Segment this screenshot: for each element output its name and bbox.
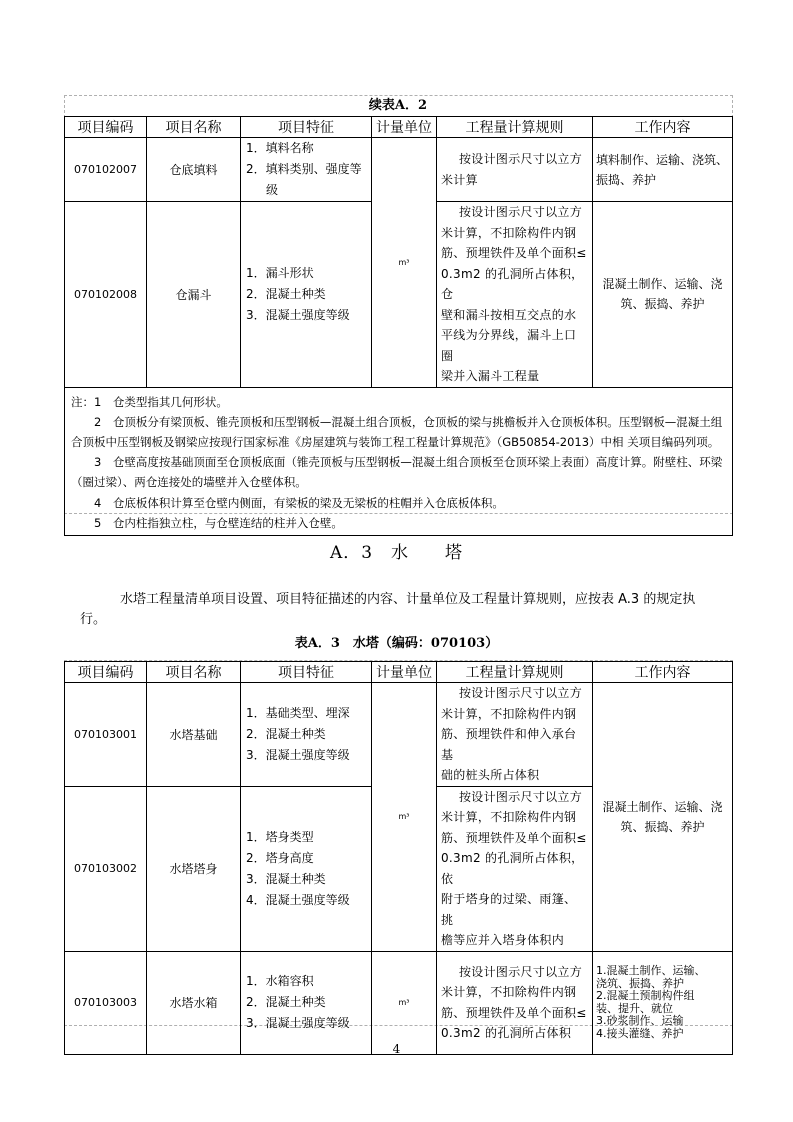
header-code: 项目编码 bbox=[65, 662, 147, 683]
note-line: 5 仓内柱指独立柱，与仓壁连结的柱并入仓壁。 bbox=[94, 515, 343, 530]
rule-line: 米计算，不扣除构件内钢 bbox=[441, 810, 577, 824]
item-code: 070103003 bbox=[65, 951, 147, 1054]
rule-line: 筋、预埋铁件及单个面积≤ bbox=[441, 830, 587, 845]
item-features bbox=[241, 786, 372, 951]
item-features bbox=[241, 683, 372, 787]
feature-line: 2．混凝土种类 bbox=[246, 286, 326, 301]
table1-caption: 续表A．2 bbox=[368, 98, 428, 113]
item-unit: m³ bbox=[372, 951, 437, 1054]
item-name: 水塔水箱 bbox=[147, 951, 241, 1054]
rule-line: 按设计图示尺寸以立方 bbox=[459, 205, 583, 219]
item-unit: m³ bbox=[372, 683, 437, 952]
item-code: 070102007 bbox=[65, 138, 147, 202]
header-name: 项目名称 bbox=[147, 117, 241, 138]
feature-line: 1．塔身类型 bbox=[246, 829, 314, 844]
feature-line: 1．漏斗形状 bbox=[246, 265, 314, 280]
item-code: 070103002 bbox=[65, 786, 147, 951]
work-line: 4.接头灌缝、养护 bbox=[596, 1026, 684, 1040]
table-a2-continued bbox=[64, 116, 733, 536]
section-heading: A．3 水 塔 bbox=[329, 543, 464, 563]
note-line: 注：1 仓类型指其几何形状。 bbox=[71, 394, 228, 409]
rule-line: 按设计图示尺寸以立方 bbox=[459, 964, 583, 979]
feature-line: 2．填料类别、强度等 bbox=[246, 162, 362, 176]
item-unit: m³ bbox=[372, 138, 437, 388]
rule-line: 米计算 bbox=[441, 172, 478, 187]
work-line: 3.砂浆制作、运输 bbox=[596, 1014, 684, 1027]
work-line: 浇筑、振捣、养护 bbox=[596, 976, 684, 990]
page-number: 4 bbox=[392, 1042, 401, 1056]
feature-line: 1．基础类型、埋深 bbox=[246, 705, 350, 720]
header-unit: 计量单位 bbox=[372, 117, 437, 138]
work-line: 振捣、养护 bbox=[596, 172, 657, 187]
note-line: 3 仓壁高度按基础顶面至仓顶板底面（锥壳顶板与压型钢板—混凝土组合顶板至仓顶环梁上表面）高度计算。附壁柱、环梁（圈过梁）、两仓连接处的墙壁并入仓壁体积。 bbox=[71, 455, 723, 490]
item-features bbox=[241, 951, 372, 1054]
rule-line: 平线为分界线，漏斗上口圈 bbox=[441, 328, 577, 363]
rule-line: 梁并入漏斗工程量 bbox=[441, 369, 540, 383]
rule-line: 按设计图示尺寸以立方 bbox=[459, 152, 583, 166]
item-name: 仓底填料 bbox=[147, 138, 241, 202]
item-name: 水塔塔身 bbox=[147, 786, 241, 951]
header-unit: 计量单位 bbox=[372, 662, 437, 683]
item-work bbox=[593, 138, 733, 202]
feature-line: 3．混凝土强度等级 bbox=[246, 1016, 350, 1030]
item-rule bbox=[437, 951, 593, 1054]
work-line: 混凝土制作、运输、浇 bbox=[602, 799, 723, 814]
item-rule bbox=[437, 138, 593, 202]
feature-line: 1．水箱容积 bbox=[246, 974, 314, 988]
rule-line: 米计算，不扣除构件内钢 bbox=[441, 706, 577, 721]
table-notes bbox=[65, 387, 733, 535]
rule-line: 0.3m2 的孔洞所占体积，依 bbox=[441, 851, 584, 886]
header-work: 工作内容 bbox=[593, 117, 733, 138]
rule-line: 0.3m2 的孔洞所占体积 bbox=[441, 1026, 572, 1040]
feature-line: 3．混凝土强度等级 bbox=[246, 307, 350, 322]
feature-line: 2．塔身高度 bbox=[246, 850, 314, 865]
work-line: 筑、振捣、养护 bbox=[620, 819, 705, 834]
feature-line: 3．混凝土种类 bbox=[246, 871, 326, 886]
rule-line: 筋、预埋铁件及单个面积≤ bbox=[441, 246, 587, 260]
rule-line: 附于塔身的过梁、雨篷、挑 bbox=[441, 892, 577, 927]
header-rule: 工程量计算规则 bbox=[437, 662, 593, 683]
rule-line: 壁和漏斗按相互交点的水 bbox=[441, 307, 577, 322]
rule-line: 米计算，不扣除构件内钢 bbox=[441, 225, 577, 240]
table-row bbox=[65, 951, 733, 1054]
table-row bbox=[65, 683, 733, 787]
header-rule: 工程量计算规则 bbox=[437, 117, 593, 138]
table-caption: 表A．3 水塔（编码：070103） bbox=[294, 636, 499, 651]
header-work: 工作内容 bbox=[593, 662, 733, 683]
item-code: 070103001 bbox=[65, 683, 147, 787]
item-work bbox=[593, 202, 733, 388]
item-name: 水塔基础 bbox=[147, 683, 241, 787]
rule-line: 0.3m2 的孔洞所占体积，仓 bbox=[441, 266, 584, 301]
feature-line: 1．填料名称 bbox=[246, 141, 314, 155]
item-work bbox=[593, 683, 733, 952]
work-line: 筑、振捣、养护 bbox=[620, 297, 705, 312]
work-line: 装、提升、就位 bbox=[596, 1001, 673, 1015]
table-header-row bbox=[65, 117, 733, 138]
table-a3 bbox=[64, 661, 733, 1055]
notes-row bbox=[65, 387, 733, 535]
work-line: 填料制作、运输、浇筑、 bbox=[596, 152, 729, 167]
note-line: 2 仓顶板分有梁顶板、锥壳顶板和压型钢板—混凝土组合顶板，仓顶板的梁与挑檐板并入仓顶板体积。压型钢板—混凝土组合顶板中压型钢板及钢梁应按现行国家标准《房屋建筑与装饰工程工程量计算规范》（GB50854-2013）中相 关项目编码列项。 bbox=[71, 414, 723, 449]
header-features: 项目特征 bbox=[241, 117, 372, 138]
item-code: 070102008 bbox=[65, 202, 147, 388]
rule-line: 础的桩头所占体积 bbox=[441, 768, 540, 782]
feature-line: 2．混凝土种类 bbox=[246, 726, 326, 741]
table-row bbox=[65, 138, 733, 202]
section-paragraph: 水塔工程量清单项目设置、项目特征描述的内容、计量单位及工程量计算规则，应按表 A.3 的规定执行。 bbox=[80, 592, 696, 627]
item-rule bbox=[437, 786, 593, 951]
feature-line: 2．混凝土种类 bbox=[246, 995, 326, 1009]
item-rule bbox=[437, 683, 593, 787]
table-header-row bbox=[65, 662, 733, 683]
note-line: 4 仓底板体积计算至仓壁内侧面，有梁板的梁及无梁板的柱帽并入仓底板体积。 bbox=[94, 495, 504, 510]
header-features: 项目特征 bbox=[241, 662, 372, 683]
rule-line: 筋、预埋铁件和伸入承台基 bbox=[441, 727, 577, 762]
work-line: 2.混凝土预制构件组 bbox=[596, 989, 695, 1002]
rule-line: 按设计图示尺寸以立方 bbox=[459, 686, 583, 700]
item-rule bbox=[437, 202, 593, 388]
work-line: 1.混凝土制作、运输、 bbox=[596, 964, 706, 977]
rule-line: 檐等应并入塔身体积内 bbox=[441, 933, 565, 947]
header-name: 项目名称 bbox=[147, 662, 241, 683]
feature-line: 3．混凝土强度等级 bbox=[246, 747, 350, 762]
work-line: 混凝土制作、运输、浇 bbox=[602, 277, 723, 292]
rule-line: 筋、预埋铁件及单个面积≤ bbox=[441, 1005, 587, 1020]
rule-line: 按设计图示尺寸以立方 bbox=[459, 789, 583, 804]
item-work bbox=[593, 951, 733, 1054]
item-name: 仓漏斗 bbox=[147, 202, 241, 388]
rule-line: 米计算，不扣除构件内钢 bbox=[441, 985, 577, 999]
header-code: 项目编码 bbox=[65, 117, 147, 138]
item-features bbox=[241, 138, 372, 202]
feature-line: 级 bbox=[266, 183, 279, 197]
item-features bbox=[241, 202, 372, 388]
feature-line: 4．混凝土强度等级 bbox=[246, 892, 350, 907]
